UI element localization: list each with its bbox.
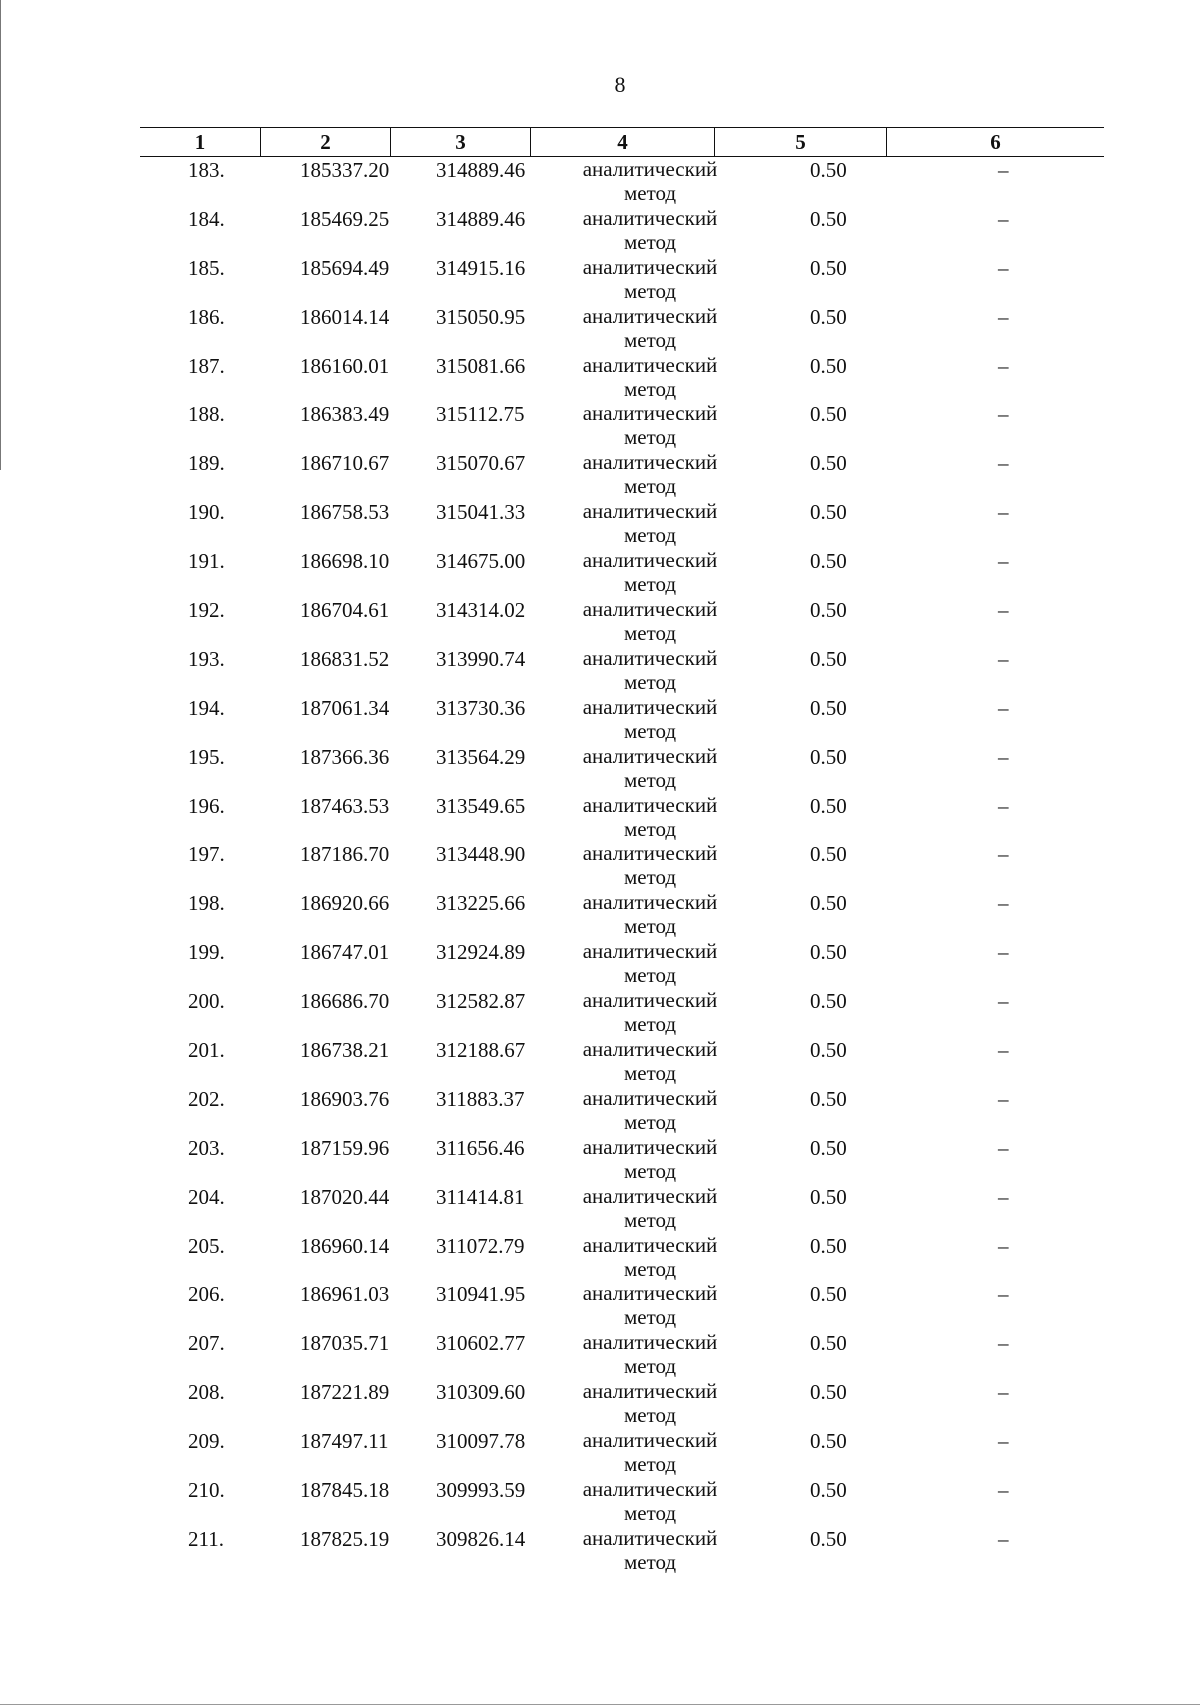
method-line-1: аналитический xyxy=(582,792,718,817)
coordinate-x: 186704.61 xyxy=(300,598,390,623)
coordinate-y: 314675.00 xyxy=(436,549,526,574)
coordinate-y: 315041.33 xyxy=(436,500,526,525)
method-line-2: метод xyxy=(623,816,677,841)
method-cell xyxy=(570,1281,730,1329)
row-number: 188. xyxy=(188,402,225,427)
table-row xyxy=(140,1330,1104,1379)
method-cell xyxy=(570,157,730,205)
coordinate-y: 315070.67 xyxy=(436,451,526,476)
note-cell: – xyxy=(998,1086,1009,1111)
coordinate-x: 185337.20 xyxy=(300,158,390,182)
method-line-2: метод xyxy=(623,621,677,646)
row-number: 208. xyxy=(188,1380,225,1405)
row-number: 184. xyxy=(188,206,225,231)
method-cell xyxy=(570,1037,730,1085)
method-line-2: метод xyxy=(623,327,677,352)
accuracy-value: 0.50 xyxy=(810,255,847,280)
row-number: 200. xyxy=(188,989,225,1014)
coordinate-y: 313225.66 xyxy=(436,891,526,916)
accuracy-value: 0.50 xyxy=(810,1233,847,1258)
accuracy-value: 0.50 xyxy=(810,549,847,574)
method-line-2: метод xyxy=(623,1452,677,1477)
accuracy-value: 0.50 xyxy=(810,353,847,378)
method-cell xyxy=(570,1526,730,1574)
table-row xyxy=(140,401,1104,450)
method-line-2: метод xyxy=(623,376,677,401)
method-line-1: аналитический xyxy=(582,401,718,426)
method-cell xyxy=(570,988,730,1036)
note-cell: – xyxy=(998,695,1009,720)
coordinate-x: 187061.34 xyxy=(300,695,390,720)
coordinate-x: 186738.21 xyxy=(300,1038,390,1063)
accuracy-value: 0.50 xyxy=(810,891,847,916)
row-number: 185. xyxy=(188,255,225,280)
accuracy-value: 0.50 xyxy=(810,402,847,427)
note-cell: – xyxy=(998,1038,1009,1063)
coordinate-x: 186960.14 xyxy=(300,1233,390,1258)
scan-bottom-edge xyxy=(0,1704,1200,1705)
method-line-1: аналитический xyxy=(582,1232,718,1257)
table-row xyxy=(140,890,1104,939)
accuracy-value: 0.50 xyxy=(810,1038,847,1063)
coordinate-x: 186747.01 xyxy=(300,940,390,965)
table-row xyxy=(140,255,1104,304)
table-row xyxy=(140,841,1104,890)
method-cell xyxy=(570,353,730,401)
coordinate-y: 311072.79 xyxy=(436,1233,525,1258)
method-cell xyxy=(570,939,730,987)
coordinate-y: 314915.16 xyxy=(436,255,526,280)
coordinate-x: 187020.44 xyxy=(300,1184,390,1209)
method-cell xyxy=(570,1086,730,1134)
method-line-1: аналитический xyxy=(582,597,718,622)
table-row xyxy=(140,1477,1104,1526)
method-line-2: метод xyxy=(623,1354,677,1379)
method-cell xyxy=(570,890,730,938)
coordinate-x: 187845.18 xyxy=(300,1478,390,1503)
table-body xyxy=(140,157,1104,1575)
note-cell: – xyxy=(998,1526,1009,1551)
method-cell xyxy=(570,1330,730,1378)
coordinate-x: 186383.49 xyxy=(300,402,390,427)
accuracy-value: 0.50 xyxy=(810,1380,847,1405)
method-line-2: метод xyxy=(623,474,677,499)
accuracy-value: 0.50 xyxy=(810,1478,847,1503)
accuracy-value: 0.50 xyxy=(810,206,847,231)
note-cell: – xyxy=(998,1380,1009,1405)
row-number: 196. xyxy=(188,793,225,818)
coordinate-y: 313730.36 xyxy=(436,695,526,720)
accuracy-value: 0.50 xyxy=(810,304,847,329)
accuracy-value: 0.50 xyxy=(810,842,847,867)
table-row xyxy=(140,1428,1104,1477)
coordinate-y: 312188.67 xyxy=(436,1038,526,1063)
method-line-1: аналитический xyxy=(582,1330,718,1355)
coordinate-x: 187221.89 xyxy=(300,1380,390,1405)
coordinate-x: 186686.70 xyxy=(300,989,390,1014)
method-line-2: метод xyxy=(623,278,677,303)
method-line-1: аналитический xyxy=(582,1134,718,1159)
coordinate-y: 309993.59 xyxy=(436,1478,526,1503)
note-cell: – xyxy=(998,1282,1009,1307)
note-cell: – xyxy=(998,1233,1009,1258)
method-line-1: аналитический xyxy=(582,1477,718,1502)
coordinate-y: 315081.66 xyxy=(436,353,526,378)
method-line-2: метод xyxy=(623,963,677,988)
method-line-1: аналитический xyxy=(582,988,718,1013)
coordinate-x: 186903.76 xyxy=(300,1086,390,1111)
header-cell-6: 6 xyxy=(886,128,1104,156)
accuracy-value: 0.50 xyxy=(810,940,847,965)
method-line-1: аналитический xyxy=(582,352,718,377)
method-cell xyxy=(570,304,730,352)
method-cell xyxy=(570,695,730,743)
method-line-1: аналитический xyxy=(582,1428,718,1453)
note-cell: – xyxy=(998,158,1009,182)
method-line-2: метод xyxy=(623,1109,677,1134)
coordinate-y: 315050.95 xyxy=(436,304,526,329)
row-number: 206. xyxy=(188,1282,225,1307)
coordinate-x: 186014.14 xyxy=(300,304,390,329)
method-cell xyxy=(570,255,730,303)
note-cell: – xyxy=(998,842,1009,867)
method-line-2: метод xyxy=(623,1158,677,1183)
coordinate-y: 313448.90 xyxy=(436,842,526,867)
coordinate-y: 311656.46 xyxy=(436,1135,525,1160)
coordinate-y: 315112.75 xyxy=(436,402,525,427)
method-line-2: метод xyxy=(623,1403,677,1428)
method-cell xyxy=(570,450,730,498)
header-cell-1: 1 xyxy=(194,130,206,154)
note-cell: – xyxy=(998,206,1009,231)
note-cell: – xyxy=(998,793,1009,818)
coordinate-x: 186160.01 xyxy=(300,353,390,378)
coordinate-y: 310941.95 xyxy=(436,1282,526,1307)
note-cell: – xyxy=(998,744,1009,769)
method-cell xyxy=(570,499,730,547)
accuracy-value: 0.50 xyxy=(810,989,847,1014)
coordinates-table xyxy=(140,127,1104,1575)
method-cell xyxy=(570,597,730,645)
note-cell: – xyxy=(998,451,1009,476)
note-cell: – xyxy=(998,500,1009,525)
table-row xyxy=(140,1086,1104,1135)
method-line-2: метод xyxy=(623,181,677,205)
row-number: 197. xyxy=(188,842,225,867)
note-cell: – xyxy=(998,1429,1009,1454)
table-row xyxy=(140,450,1104,499)
row-number: 202. xyxy=(188,1086,225,1111)
method-line-1: аналитический xyxy=(582,499,718,524)
accuracy-value: 0.50 xyxy=(810,451,847,476)
accuracy-value: 0.50 xyxy=(810,695,847,720)
coordinate-x: 187497.11 xyxy=(300,1429,389,1454)
table-row xyxy=(140,1184,1104,1233)
accuracy-value: 0.50 xyxy=(810,1429,847,1454)
table-row xyxy=(140,548,1104,597)
table-row xyxy=(140,1379,1104,1428)
method-line-1: аналитический xyxy=(582,303,718,328)
note-cell: – xyxy=(998,598,1009,623)
method-line-1: аналитический xyxy=(582,254,718,279)
method-line-2: метод xyxy=(623,914,677,939)
accuracy-value: 0.50 xyxy=(810,1282,847,1307)
method-line-2: метод xyxy=(623,572,677,597)
method-cell xyxy=(570,206,730,254)
coordinate-x: 186758.53 xyxy=(300,500,390,525)
method-line-1: аналитический xyxy=(582,890,718,915)
method-cell xyxy=(570,1135,730,1183)
table-row xyxy=(140,597,1104,646)
method-line-2: метод xyxy=(623,229,677,254)
row-number: 207. xyxy=(188,1331,225,1356)
method-cell xyxy=(570,744,730,792)
coordinate-y: 314314.02 xyxy=(436,598,526,623)
coordinate-x: 186920.66 xyxy=(300,891,390,916)
method-line-2: метод xyxy=(623,523,677,548)
note-cell: – xyxy=(998,1135,1009,1160)
row-number: 190. xyxy=(188,500,225,525)
row-number: 209. xyxy=(188,1429,225,1454)
method-cell xyxy=(570,841,730,889)
header-cell-2: 2 xyxy=(260,128,390,156)
accuracy-value: 0.50 xyxy=(810,744,847,769)
accuracy-value: 0.50 xyxy=(810,1331,847,1356)
coordinate-y: 313990.74 xyxy=(436,646,526,671)
coordinate-x: 186831.52 xyxy=(300,646,390,671)
method-line-2: метод xyxy=(623,1012,677,1037)
row-number: 199. xyxy=(188,940,225,965)
method-line-1: аналитический xyxy=(582,645,718,670)
method-cell xyxy=(570,1379,730,1427)
method-line-1: аналитический xyxy=(582,743,718,768)
method-line-2: метод xyxy=(623,767,677,792)
method-line-1: аналитический xyxy=(582,205,718,230)
note-cell: – xyxy=(998,549,1009,574)
coordinate-y: 314889.46 xyxy=(436,206,526,231)
coordinate-x: 187035.71 xyxy=(300,1331,390,1356)
note-cell: – xyxy=(998,1331,1009,1356)
method-line-1: аналитический xyxy=(582,1525,718,1550)
row-number: 192. xyxy=(188,598,225,623)
note-cell: – xyxy=(998,304,1009,329)
method-line-2: метод xyxy=(623,1501,677,1526)
accuracy-value: 0.50 xyxy=(810,1184,847,1209)
accuracy-value: 0.50 xyxy=(810,1526,847,1551)
coordinate-x: 186710.67 xyxy=(300,451,390,476)
accuracy-value: 0.50 xyxy=(810,1135,847,1160)
coordinate-x: 187186.70 xyxy=(300,842,390,867)
method-line-1: аналитический xyxy=(582,1281,718,1306)
coordinate-x: 185694.49 xyxy=(300,255,390,280)
table-row xyxy=(140,646,1104,695)
method-line-2: метод xyxy=(623,718,677,743)
method-cell xyxy=(570,793,730,841)
coordinate-y: 310602.77 xyxy=(436,1331,526,1356)
method-cell xyxy=(570,1428,730,1476)
method-line-1: аналитический xyxy=(582,157,718,181)
coordinate-y: 310309.60 xyxy=(436,1380,526,1405)
header-cell-3: 3 xyxy=(390,128,530,156)
table-row xyxy=(140,988,1104,1037)
coordinate-y: 314889.46 xyxy=(436,158,526,182)
page-number: 8 xyxy=(614,72,626,97)
coordinate-x: 185469.25 xyxy=(300,206,390,231)
row-number: 186. xyxy=(188,304,225,329)
method-line-2: метод xyxy=(623,1207,677,1232)
method-line-2: метод xyxy=(623,1549,677,1574)
method-line-2: метод xyxy=(623,1256,677,1281)
table-row xyxy=(140,793,1104,842)
note-cell: – xyxy=(998,940,1009,965)
table-header-row xyxy=(140,127,1104,157)
table-row xyxy=(140,304,1104,353)
table-row xyxy=(140,939,1104,988)
method-line-1: аналитический xyxy=(582,548,718,573)
row-number: 187. xyxy=(188,353,225,378)
coordinate-y: 310097.78 xyxy=(436,1429,526,1454)
coordinate-x: 186698.10 xyxy=(300,549,390,574)
table-row xyxy=(140,1233,1104,1282)
row-number: 183. xyxy=(188,158,225,182)
method-line-2: метод xyxy=(623,865,677,890)
method-line-2: метод xyxy=(623,425,677,450)
coordinate-y: 311414.81 xyxy=(436,1184,525,1209)
method-line-1: аналитический xyxy=(582,1037,718,1062)
header-cell-4: 4 xyxy=(530,128,714,156)
accuracy-value: 0.50 xyxy=(810,1086,847,1111)
note-cell: – xyxy=(998,1184,1009,1209)
table-row xyxy=(140,353,1104,402)
row-number: 191. xyxy=(188,549,225,574)
table-row xyxy=(140,499,1104,548)
method-line-1: аналитический xyxy=(582,1183,718,1208)
method-cell xyxy=(570,646,730,694)
accuracy-value: 0.50 xyxy=(810,500,847,525)
note-cell: – xyxy=(998,255,1009,280)
table-row xyxy=(140,1526,1104,1575)
header-cell-5: 5 xyxy=(714,128,886,156)
accuracy-value: 0.50 xyxy=(810,793,847,818)
method-line-1: аналитический xyxy=(582,694,718,719)
coordinate-y: 311883.37 xyxy=(436,1086,525,1111)
row-number: 194. xyxy=(188,695,225,720)
method-line-1: аналитический xyxy=(582,450,718,475)
method-line-1: аналитический xyxy=(582,841,718,866)
coordinate-y: 313549.65 xyxy=(436,793,526,818)
row-number: 189. xyxy=(188,451,225,476)
method-cell xyxy=(570,548,730,596)
coordinate-x: 187825.19 xyxy=(300,1526,390,1551)
table-row xyxy=(140,206,1104,255)
accuracy-value: 0.50 xyxy=(810,158,847,182)
table-row xyxy=(140,157,1104,206)
method-cell xyxy=(570,1233,730,1281)
method-cell xyxy=(570,1184,730,1232)
note-cell: – xyxy=(998,353,1009,378)
accuracy-value: 0.50 xyxy=(810,646,847,671)
row-number: 195. xyxy=(188,744,225,769)
table-row xyxy=(140,1037,1104,1086)
method-line-1: аналитический xyxy=(582,1085,718,1110)
row-number: 205. xyxy=(188,1233,225,1258)
coordinate-x: 187366.36 xyxy=(300,744,390,769)
row-number: 193. xyxy=(188,646,225,671)
table-row xyxy=(140,1135,1104,1184)
note-cell: – xyxy=(998,989,1009,1014)
note-cell: – xyxy=(998,646,1009,671)
note-cell: – xyxy=(998,1478,1009,1503)
note-cell: – xyxy=(998,891,1009,916)
coordinate-y: 312582.87 xyxy=(436,989,526,1014)
row-number: 211. xyxy=(188,1526,224,1551)
coordinate-y: 309826.14 xyxy=(436,1526,526,1551)
note-cell: – xyxy=(998,402,1009,427)
coordinate-x: 186961.03 xyxy=(300,1282,390,1307)
row-number: 198. xyxy=(188,891,225,916)
method-cell xyxy=(570,401,730,449)
method-line-1: аналитический xyxy=(582,1379,718,1404)
table-row xyxy=(140,695,1104,744)
accuracy-value: 0.50 xyxy=(810,598,847,623)
row-number: 210. xyxy=(188,1478,225,1503)
scan-edge-line xyxy=(0,0,1,470)
method-line-2: метод xyxy=(623,1061,677,1086)
coordinate-y: 313564.29 xyxy=(436,744,526,769)
method-cell xyxy=(570,1477,730,1525)
coordinate-x: 187159.96 xyxy=(300,1135,390,1160)
coordinate-x: 187463.53 xyxy=(300,793,390,818)
row-number: 204. xyxy=(188,1184,225,1209)
method-line-2: метод xyxy=(623,669,677,694)
row-number: 203. xyxy=(188,1135,225,1160)
method-line-2: метод xyxy=(623,1305,677,1330)
table-row xyxy=(140,744,1104,793)
row-number: 201. xyxy=(188,1038,225,1063)
method-line-1: аналитический xyxy=(582,939,718,964)
table-row xyxy=(140,1281,1104,1330)
coordinate-y: 312924.89 xyxy=(436,940,526,965)
